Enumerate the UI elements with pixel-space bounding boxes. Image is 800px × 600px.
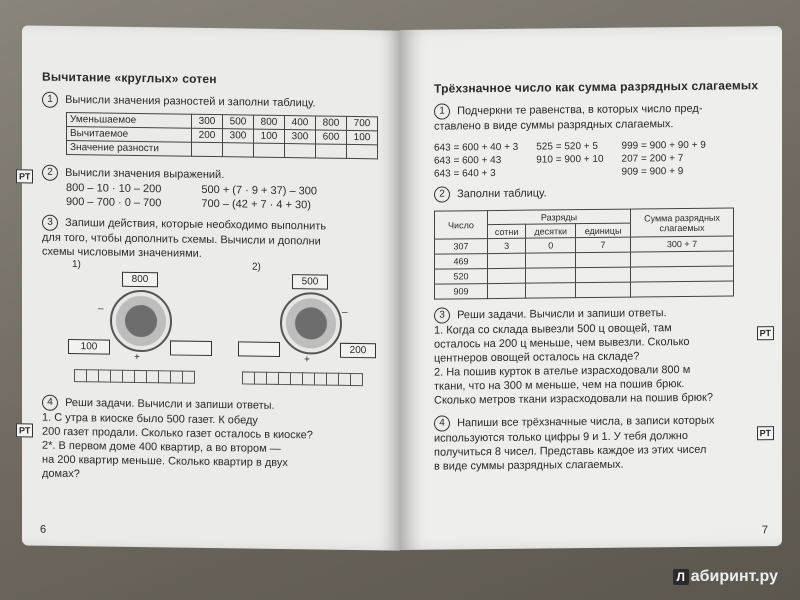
table-row — [435, 281, 734, 299]
exercise-text-line: схемы числовыми значениями. — [42, 245, 202, 260]
equalities-col-2 — [536, 140, 603, 180]
subtraction-table — [66, 112, 378, 159]
minus-sign: – — [342, 306, 348, 318]
exercise-text-line: ткани, что на 300 м меньше, чем на пошив брюк. — [434, 378, 685, 393]
cell-hundreds — [488, 283, 526, 298]
exercise-text-line: получиться 8 чисел. Представь каждое из этих чисел — [434, 443, 707, 459]
equality: 910 = 900 + 10 — [536, 153, 604, 166]
exercise-text-line: ставлено в виде суммы разрядных слагаемых. — [434, 118, 674, 133]
page-number: 7 — [761, 524, 768, 537]
equalities — [434, 138, 768, 180]
exercise-text-line: 200 газет продали. Сколько газет осталось в киоске? — [42, 425, 313, 442]
expression: 900 – 700 · 0 – 700 — [66, 195, 162, 210]
scheme-2-top-box: 500 — [292, 274, 328, 290]
schemes — [42, 259, 380, 374]
minus-sign: – — [98, 303, 104, 315]
page-number: 6 — [40, 523, 47, 536]
exercise-text-line: Напиши все трёхзначные числа, в записи которых — [457, 414, 715, 430]
exercise-text-line: 1. Когда со склада вывезли 500 ц овощей, там — [434, 322, 672, 337]
exercise-number: 2 — [42, 165, 58, 181]
table-cell: 500 — [223, 115, 254, 129]
cell-units: 7 — [576, 237, 631, 253]
answer-cells — [74, 369, 194, 383]
cell-sum — [631, 266, 734, 282]
exercise-text-line: Сколько метров ткани израсходовали на пошив брюк? — [434, 391, 713, 407]
right-page — [400, 26, 782, 550]
table-cell: 100 — [347, 130, 378, 144]
table-cell: 800 — [254, 115, 285, 129]
header-units: единицы — [576, 223, 631, 238]
scheme-2-left-box — [238, 341, 280, 357]
table-cell: 400 — [285, 116, 316, 130]
exercise-text-line: Реши задачи. Вычисли и запиши ответы. — [65, 396, 275, 412]
table-cell: 300 — [192, 114, 223, 128]
scheme-2-dial — [280, 292, 342, 355]
place-value-table — [434, 208, 734, 300]
exercise-text-line: 2. На пошив курток в ателье израсходовали 800 м — [434, 363, 691, 379]
header-digits: Разряды — [488, 209, 631, 224]
row-label: Значение разности — [67, 140, 192, 156]
exercise-number: 2 — [434, 186, 450, 202]
cell-tens — [526, 253, 576, 269]
exercise-number: 4 — [42, 395, 58, 411]
left-page — [19, 25, 400, 550]
cell-sum — [631, 251, 734, 267]
scheme-1-dial — [110, 290, 172, 353]
exercise-number: 3 — [42, 215, 58, 231]
exercise-4 — [42, 395, 380, 486]
exercise-4 — [434, 412, 768, 473]
exercise-text-line: 2*. В первом доме 400 квартир, а во втором — — [42, 439, 281, 455]
equality: 525 = 520 + 5 — [536, 140, 598, 153]
cell-number: 469 — [435, 254, 488, 270]
exercise-3 — [434, 304, 768, 407]
equality: 909 = 900 + 9 — [621, 166, 684, 178]
exercise-number: 1 — [434, 103, 450, 119]
exercise-text-line: осталось на 200 ц меньше, чем вывезли. Сколько — [434, 335, 690, 351]
equality: 999 = 900 + 90 + 9 — [621, 139, 706, 152]
cell-tens — [526, 268, 576, 284]
scheme-label: 1) — [72, 259, 81, 271]
expressions-col-2 — [201, 183, 317, 213]
exercise-text-line: 1. С утра в киоске было 500 газет. К обеду — [42, 411, 258, 427]
cell-hundreds: 3 — [488, 238, 526, 253]
expressions-col-1 — [66, 181, 161, 210]
exercise-text-line: на 200 квартир меньше. Сколько квартир в двух — [42, 453, 288, 470]
table-cell — [223, 143, 254, 157]
row-label: Уменьшаемое — [67, 112, 192, 128]
table-cell: 600 — [316, 130, 347, 144]
exercise-3 — [42, 215, 380, 264]
expression: 700 – (42 + 7 · 4 + 30) — [201, 197, 311, 212]
cell-tens — [526, 283, 576, 299]
equalities-col-1 — [434, 141, 518, 181]
cell-sum: 300 + 7 — [631, 236, 734, 252]
cell-units — [576, 282, 631, 298]
exercise-text: Вычисли значения разностей и заполни таблицу. — [65, 93, 316, 110]
rt-badge: РТ — [757, 326, 774, 340]
table-cell: 100 — [254, 129, 285, 143]
equalities-col-3 — [622, 139, 706, 179]
table-cell: 300 — [223, 129, 254, 143]
rt-badge: РТ — [16, 169, 33, 183]
row-label: Вычитаемое — [67, 126, 192, 142]
cell-tens: 0 — [526, 238, 576, 254]
exercise-text: Вычисли значения выражений. — [65, 166, 225, 182]
table-row — [67, 140, 378, 158]
exercise-number: 4 — [434, 415, 450, 431]
exercise-number: 3 — [434, 307, 450, 323]
exercise-text-line: для того, чтобы дополнить схемы. Вычисли и дополни — [42, 231, 321, 248]
watermark — [673, 568, 778, 586]
table-cell — [192, 142, 223, 156]
table-cell: 700 — [347, 116, 378, 130]
exercise-text: Заполни таблицу. — [457, 187, 547, 201]
exercise-text-line: используются только цифры 9 и 1. У тебя должно — [434, 429, 688, 445]
header-number: Число — [435, 211, 488, 240]
scheme-2-right-box: 200 — [340, 343, 376, 359]
table-cell — [254, 143, 285, 157]
expression: 500 + (7 · 9 + 37) – 300 — [201, 183, 318, 198]
table-cell — [316, 144, 347, 158]
rt-badge: РТ — [16, 423, 33, 437]
plus-sign: + — [134, 351, 140, 364]
table-cell: 800 — [316, 116, 347, 130]
expressions — [66, 181, 380, 213]
watermark-logo-icon: Л — [673, 569, 689, 585]
exercise-text-line: центнеров овощей осталось на складе? — [434, 350, 640, 365]
exercise-text-line: Запиши действия, которые необходимо выполнить — [65, 216, 327, 233]
table-cell — [347, 144, 378, 158]
header-hundreds: сотни — [488, 224, 526, 238]
equality: 207 = 200 + 7 — [621, 153, 684, 165]
cell-number: 909 — [435, 284, 488, 300]
exercise-1 — [42, 92, 380, 113]
header-tens: десятки — [526, 224, 576, 239]
cell-hundreds — [488, 253, 526, 268]
scheme-1-top-box: 800 — [122, 272, 158, 288]
right-page-title: Трёхзначное число как сумма разрядных слагаемых — [434, 78, 759, 96]
scheme-label: 2) — [252, 261, 261, 273]
cell-number: 520 — [435, 269, 488, 285]
exercise-1 — [434, 100, 768, 133]
table-cell — [285, 144, 316, 158]
workbook-spread — [19, 28, 782, 556]
exercise-text-line: домах? — [42, 467, 80, 481]
table-cell: 200 — [192, 128, 223, 142]
exercise-text-line: Реши задачи. Вычисли и запиши ответы. — [457, 307, 667, 322]
rt-badge: РТ — [757, 426, 774, 440]
cell-number: 307 — [435, 239, 488, 255]
cell-units — [576, 252, 631, 268]
equality: 643 = 600 + 40 + 3 — [434, 141, 519, 154]
exercise-2 — [434, 183, 768, 202]
exercise-number: 1 — [42, 92, 58, 108]
left-page-title: Вычитание «круглых» сотен — [42, 69, 217, 87]
answer-cells — [242, 371, 362, 385]
scheme-1-right-box — [170, 340, 212, 356]
expression: 800 – 10 · 10 – 200 — [66, 181, 162, 196]
watermark-text: абиринт.ру — [690, 568, 778, 585]
equality: 643 = 640 + 3 — [434, 167, 496, 180]
answer-cells-row — [42, 369, 380, 390]
cell-hundreds — [488, 268, 526, 283]
cell-units — [576, 267, 631, 283]
equality: 643 = 600 + 43 — [434, 154, 502, 167]
plus-sign: + — [304, 354, 310, 366]
cell-sum — [631, 281, 734, 297]
header-sum: Сумма разрядных слагаемых — [631, 208, 734, 237]
scheme-1-left-box: 100 — [68, 339, 110, 355]
table-cell: 300 — [285, 130, 316, 144]
exercise-text-line: Подчеркни те равенства, в которых число пред- — [457, 102, 703, 118]
exercise-text-line: в виде суммы разрядных слагаемых. — [434, 458, 624, 473]
